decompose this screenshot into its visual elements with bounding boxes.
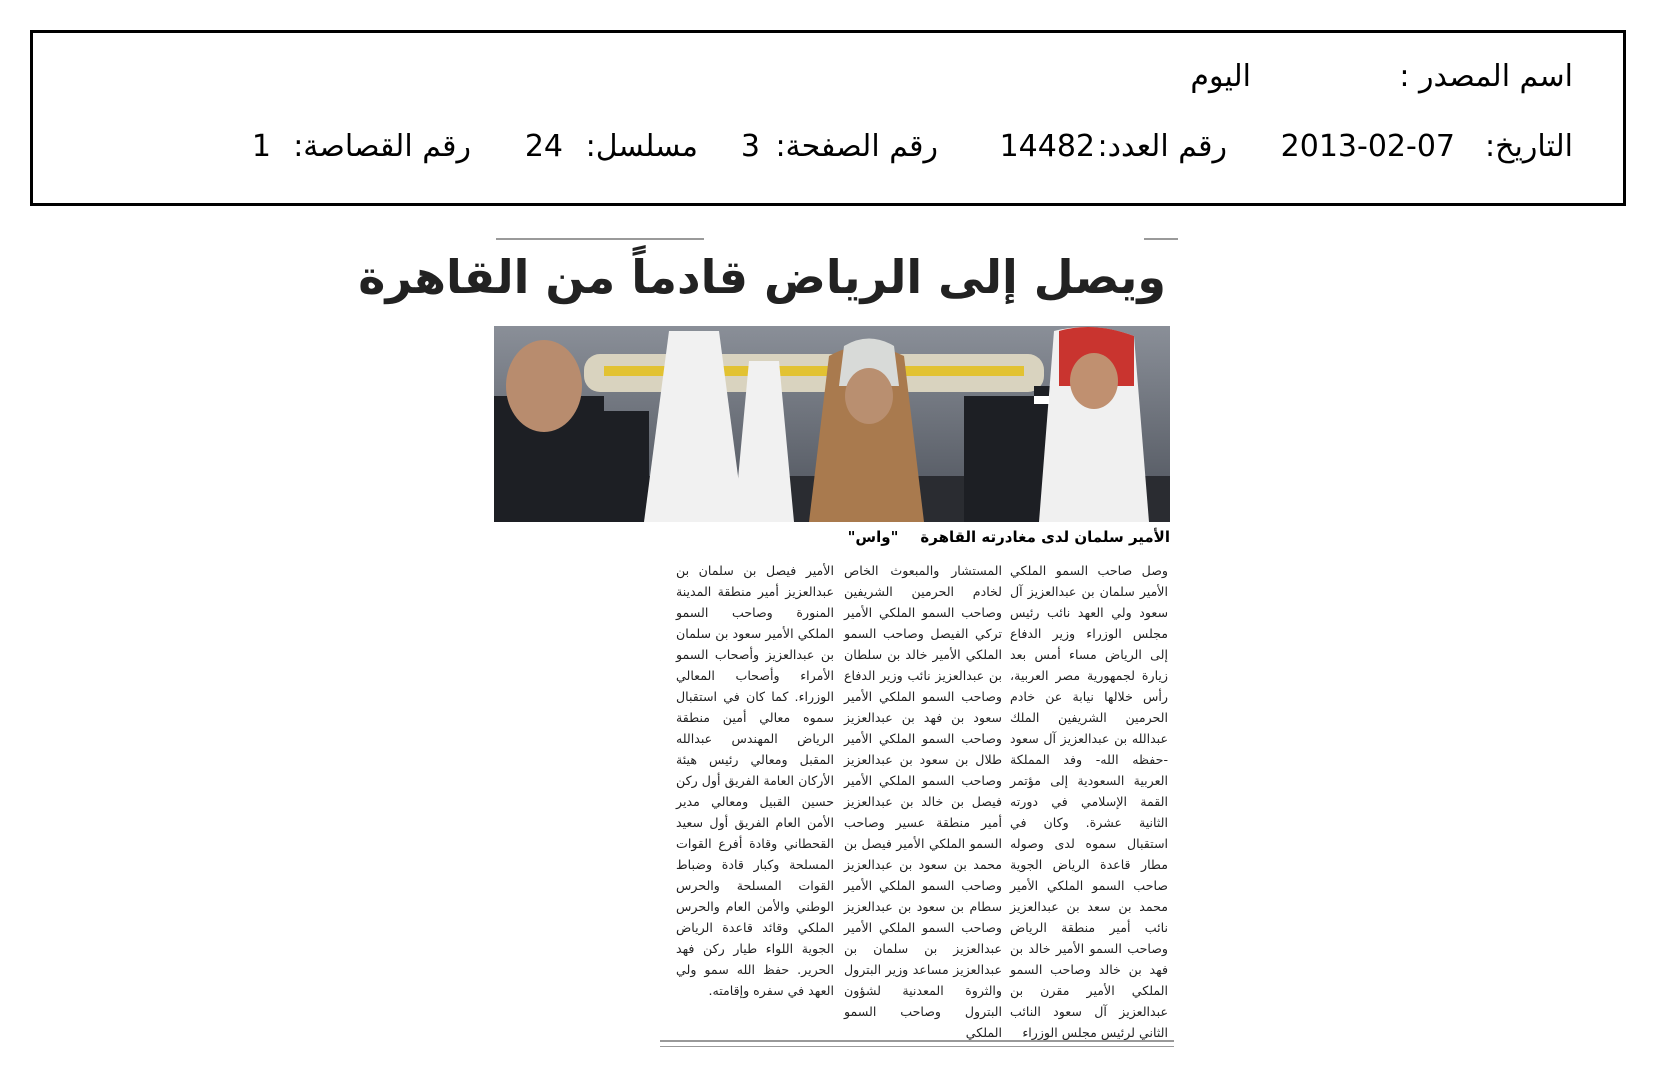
- column-2-text: المستشار والمبعوث الخاص لخادم الحرمين الشريفين وصاحب السمو الملكي الأمير تركي الفيصل وصاحب السمو الملكي الأمير خالد بن سلطان بن عبدالعزيز نائب وزير الدفاع وصاحب السمو الملكي الأمير سعود بن فهد بن عبدالعزيز وصاحب السمو الملكي الأمير طلال بن سعود بن عبدالعزيز وصاحب السمو الملكي الأمير فيصل بن خالد بن عبدالعزيز أمير منطقة عسير وصاحب السمو الملكي الأمير فيصل بن محمد بن سعود بن عبدالعزيز وصاحب السمو الملكي الأمير سطام بن سعود بن عبدالعزيز وصاحب السمو الملكي الأمير عبدالعزيز بن سلمان بن عبدالعزيز مساعد وزير البترول والثروة المعدنية لشؤون البترول وصاحب السمو الملكي: [844, 563, 1002, 1040]
- headline: ويصل إلى الرياض قادماً من القاهرة: [358, 250, 1166, 304]
- column-1-text: وصل صاحب السمو الملكي الأمير سلمان بن عبدالعزيز آل سعود ولي العهد نائب رئيس مجلس الوزراء وزير الدفاع إلى الرياض مساء أمس بعد زيارة لجمهورية مصر العربية، رأس خلالها نيابة عن خادم الحرمين الشريفين الملك عبدالله بن عبدالعزيز آل سعود -حفظه الله- وفد المملكة العربية السعودية إلى مؤتمر القمة الإسلامي في دورته الثانية عشرة. وكان في استقبال سموه لدى وصوله مطار قاعدة الرياض الجوية صاحب السمو الملكي الأمير محمد بن سعد بن عبدالعزيز نائب أمير منطقة الرياض وصاحب السمو الأمير خالد بن فهد بن خالد وصاحب السمو الملكي الأمير مقرن بن عبدالعزيز آل سعود النائب الثاني لرئيس مجلس الوزراء: [1010, 563, 1168, 1040]
- clipping-header: [30, 30, 1626, 206]
- bottom-rule: [660, 1040, 1174, 1047]
- source-value: اليوم: [1190, 59, 1251, 94]
- article-column-1: [1010, 560, 1168, 1043]
- serial-value: 24: [524, 129, 563, 164]
- issue-value: 14482: [999, 129, 1095, 164]
- clip-label: رقم القصاصة:: [293, 129, 471, 164]
- article-column-3: [676, 560, 834, 1001]
- page-label: رقم الصفحة:: [775, 129, 938, 164]
- photo-credit: "واس": [847, 528, 899, 546]
- serial-label: مسلسل:: [585, 129, 698, 164]
- newspaper-clipping: [358, 232, 1190, 1052]
- source-label: اسم المصدر :: [1399, 59, 1573, 94]
- page-value: 3: [740, 129, 760, 164]
- caption-text: الأمير سلمان لدى مغادرته القاهرة: [920, 528, 1170, 546]
- top-rule-right: [1144, 238, 1178, 240]
- column-3-text: الأمير فيصل بن سلمان بن عبدالعزيز أمير منطقة المدينة المنورة وصاحب السمو الملكي الأمير سعود بن سلمان بن عبدالعزيز وأصحاب السمو الأمراء وأصحاب المعالي الوزراء. كما كان في استقبال سموه معالي أمين منطقة الرياض المهندس عبدالله المقبل ومعالي رئيس هيئة الأركان العامة الفريق أول ركن حسين القبيل ومعالي مدير الأمن العام الفريق أول سعيد القحطاني وقادة أفرع القوات المسلحة وكبار قادة وضباط القوات المسلحة والحرس الوطني والأمن العام والحرس الملكي وقائد قاعدة الرياض الجوية اللواء طيار ركن فهد الحرير. حفظ الله سمو ولي العهد في سفره وإقامته.: [676, 563, 834, 998]
- issue-label: رقم العدد:: [1097, 129, 1227, 164]
- date-value: 2013-02-07: [1280, 129, 1455, 164]
- article-column-2: [844, 560, 1002, 1043]
- top-rule-left: [496, 238, 704, 240]
- date-label: التاريخ:: [1485, 129, 1573, 164]
- clip-value: 1: [251, 129, 271, 164]
- news-photo: [494, 326, 1170, 522]
- photo-caption: [848, 528, 1170, 546]
- photo-illustration: [494, 326, 1170, 522]
